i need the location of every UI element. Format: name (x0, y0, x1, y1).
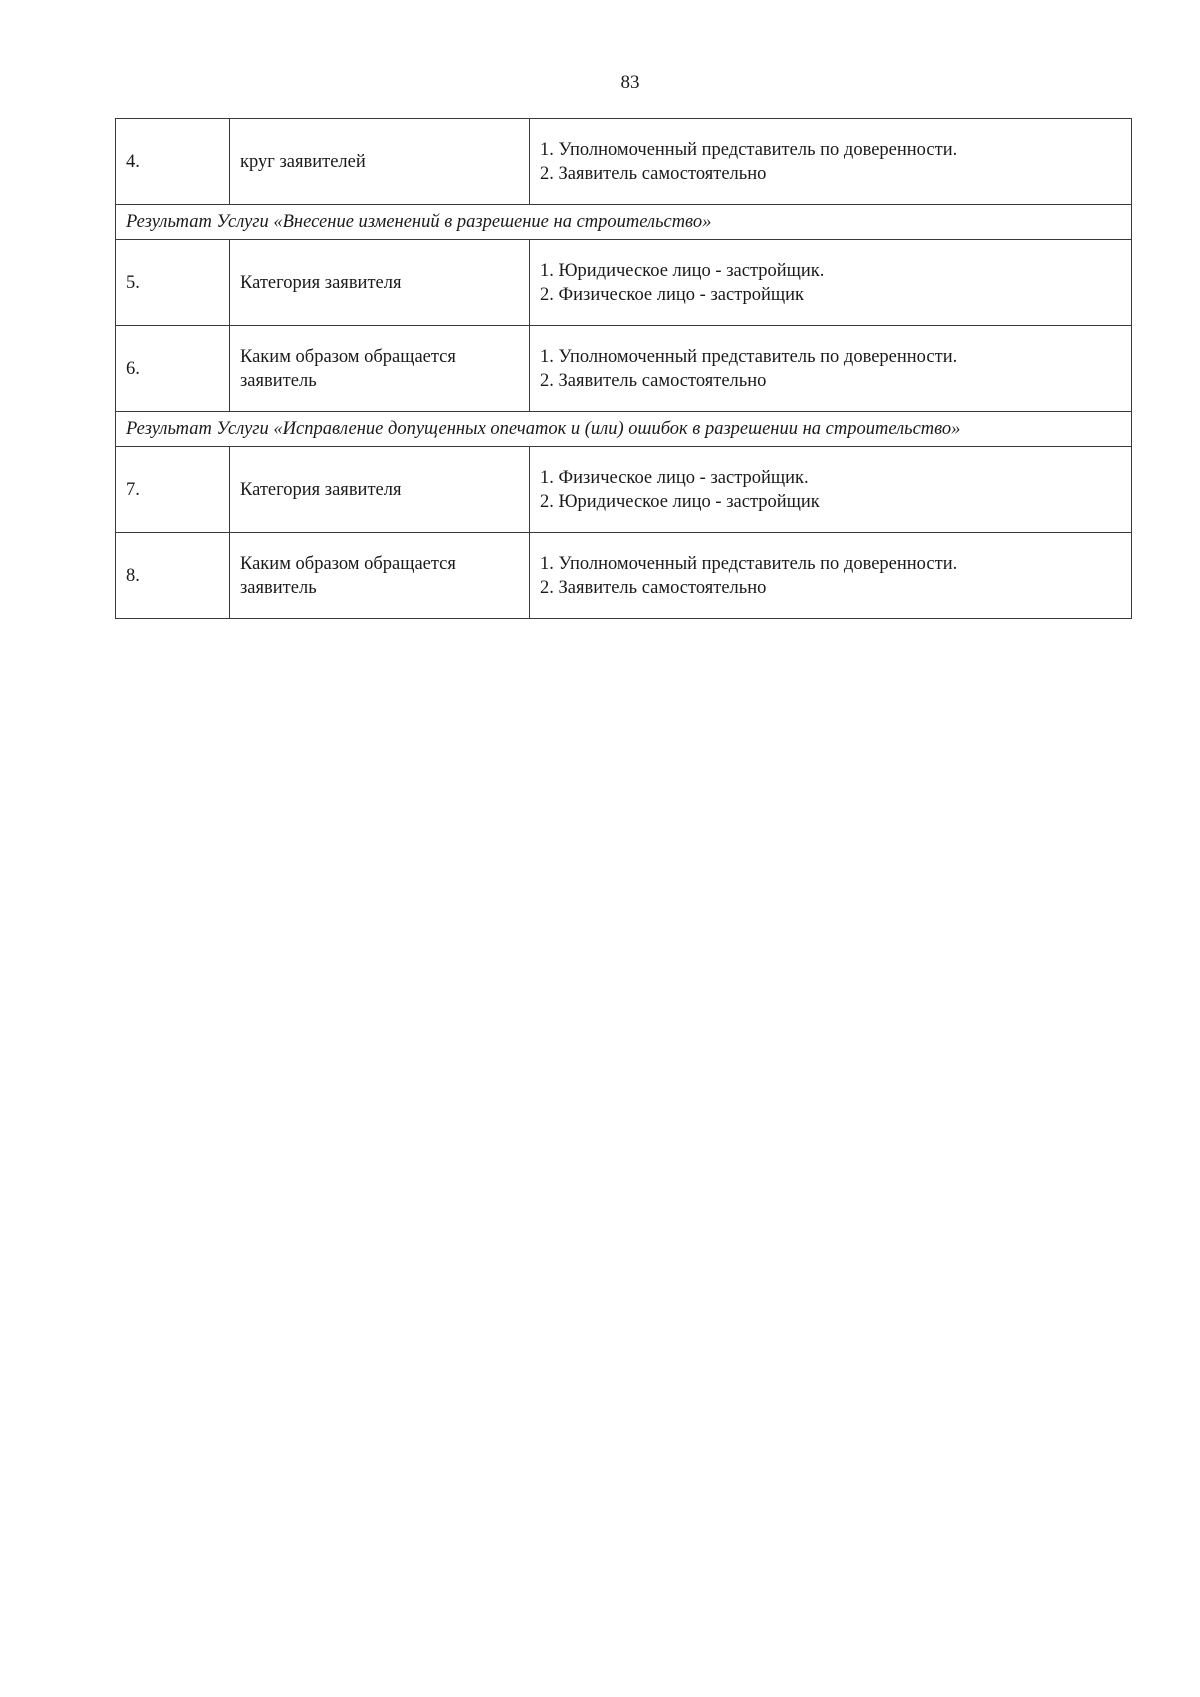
row-name-line: заявитель (240, 577, 317, 598)
row-name-line: круг заявителей (240, 151, 366, 172)
row-value-line: 1. Уполномоченный представитель по доверенности. (540, 139, 958, 160)
row-name-line: Каким образом обращается (240, 553, 456, 574)
table-row (116, 326, 1132, 412)
row-value-line: 2. Физическое лицо - застройщик (540, 284, 805, 305)
row-value-line: 2. Заявитель самостоятельно (540, 163, 767, 184)
section-title: Результат Услуги «Исправление допущенных опечаток и (или) ошибок в разрешении на строительство» (116, 412, 1132, 447)
row-value-line: 2. Заявитель самостоятельно (540, 577, 767, 598)
row-values (530, 119, 1132, 205)
row-value-line: 2. Юридическое лицо - застройщик (540, 491, 820, 512)
row-number: 4. (116, 119, 230, 205)
row-values (530, 533, 1132, 619)
row-name-line: заявитель (240, 370, 317, 391)
row-name (230, 447, 530, 533)
row-number: 8. (116, 533, 230, 619)
applicant-table (115, 118, 1132, 619)
row-number: 6. (116, 326, 230, 412)
row-value-line: 2. Заявитель самостоятельно (540, 370, 767, 391)
row-name-line: Категория заявителя (240, 272, 402, 293)
row-name (230, 533, 530, 619)
table-row (116, 447, 1132, 533)
section-title: Результат Услуги «Внесение изменений в разрешение на строительство» (116, 205, 1132, 240)
page-number: 83 (620, 72, 640, 93)
table-row (116, 533, 1132, 619)
row-name (230, 119, 530, 205)
row-number: 7. (116, 447, 230, 533)
section-header-row (116, 412, 1132, 447)
row-values (530, 447, 1132, 533)
row-name (230, 326, 530, 412)
row-values (530, 240, 1132, 326)
table-row (116, 119, 1132, 205)
row-name-line: Каким образом обращается (240, 346, 456, 367)
row-number: 5. (116, 240, 230, 326)
table-row (116, 240, 1132, 326)
row-value-line: 1. Уполномоченный представитель по доверенности. (540, 346, 958, 367)
row-name (230, 240, 530, 326)
row-value-line: 1. Уполномоченный представитель по доверенности. (540, 553, 958, 574)
row-value-line: 1. Физическое лицо - застройщик. (540, 467, 809, 488)
row-name-line: Категория заявителя (240, 479, 402, 500)
section-header-row (116, 205, 1132, 240)
row-values (530, 326, 1132, 412)
row-value-line: 1. Юридическое лицо - застройщик. (540, 260, 825, 281)
